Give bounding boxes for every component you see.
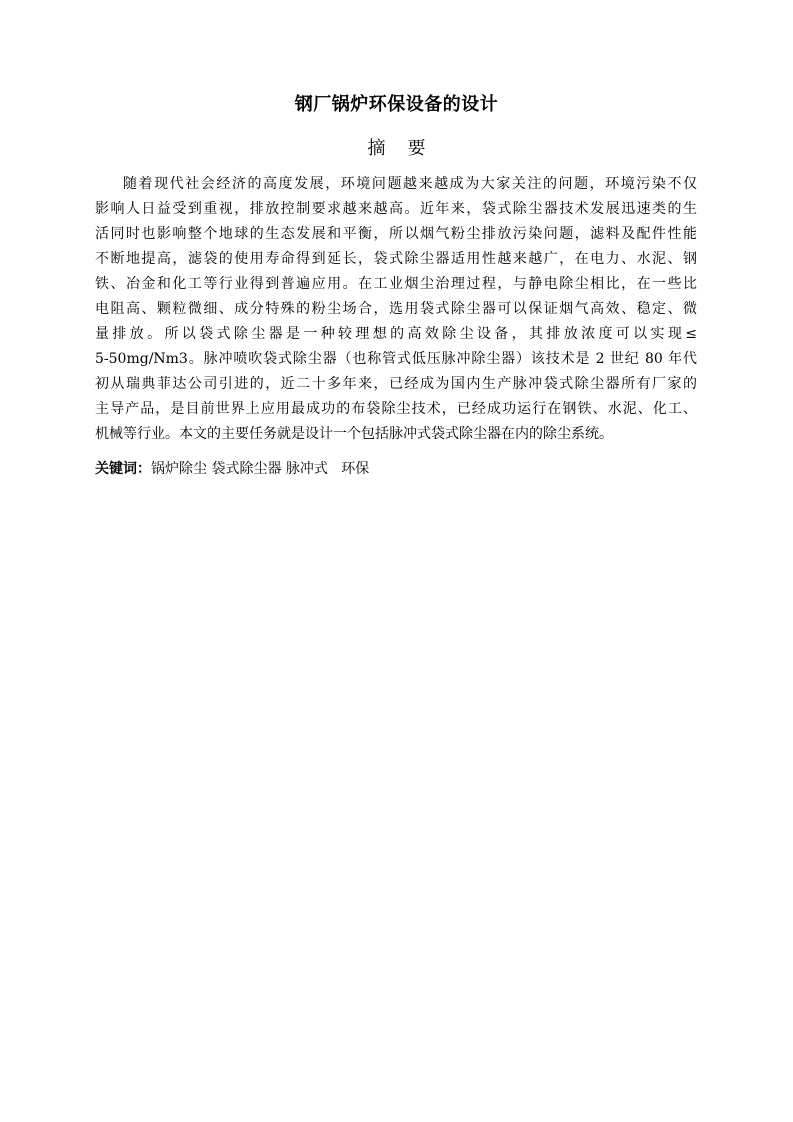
abstract-line: 5-50mg/Nm3。脉冲喷吹袋式除尘器（也称管式低压脉冲除尘器）该技术是 2 世纪 80 年代 [95, 351, 697, 367]
abstract-line: 影响人日益受到重视，排放控制要求越来越高。近年来，袋式除尘器技术发展迅速类的生 [95, 201, 697, 217]
abstract-line: 初从瑞典菲达公司引进的，近二十多年来，已经成为国内生产脉冲袋式除尘器所有厂家的 [95, 376, 697, 392]
abstract-line: 铁、冶金和化工等行业得到普遍应用。在工业烟尘治理过程，与静电除尘相比，在一些比 [95, 276, 697, 292]
abstract-heading-char-2: 要 [407, 138, 426, 159]
abstract-line: 主导产品，是目前世界上应用最成功的布袋除尘技术，已经成功运行在钢铁、水泥、化工、 [95, 401, 697, 417]
abstract-line: 量排放。所以袋式除尘器是一种较理想的高效除尘设备，其排放浓度可以实现≤ [95, 326, 697, 342]
abstract-body [95, 172, 697, 447]
abstract-line: 电阻高、颗粒微细、成分特殊的粉尘场合，选用袋式除尘器可以保证烟气高效、稳定、微 [95, 301, 697, 317]
abstract-heading-char-1: 摘 [367, 138, 386, 159]
abstract-line: 活同时也影响整个地球的生态发展和平衡，所以烟气粉尘排放污染问题，滤料及配件性能 [95, 226, 697, 242]
keywords-label: 关键词： [95, 461, 151, 477]
abstract-line: 不断地提高，滤袋的使用寿命得到延长，袋式除尘器适用性越来越广，在电力、水泥、钢 [95, 251, 697, 267]
document-title: 钢厂锅炉环保设备的设计 [294, 94, 499, 115]
keywords-line [95, 458, 697, 480]
abstract-line: 机械等行业。本文的主要任务就是设计一个包括脉冲式袋式除尘器在内的除尘系统。 [95, 426, 613, 442]
abstract-line: 随着现代社会经济的高度发展，环境问题越来越成为大家关注的问题，环境污染不仅 [123, 176, 697, 192]
keywords-value: 锅炉除尘 袋式除尘器 脉冲式 环保 [151, 461, 370, 477]
abstract-heading [0, 135, 793, 163]
